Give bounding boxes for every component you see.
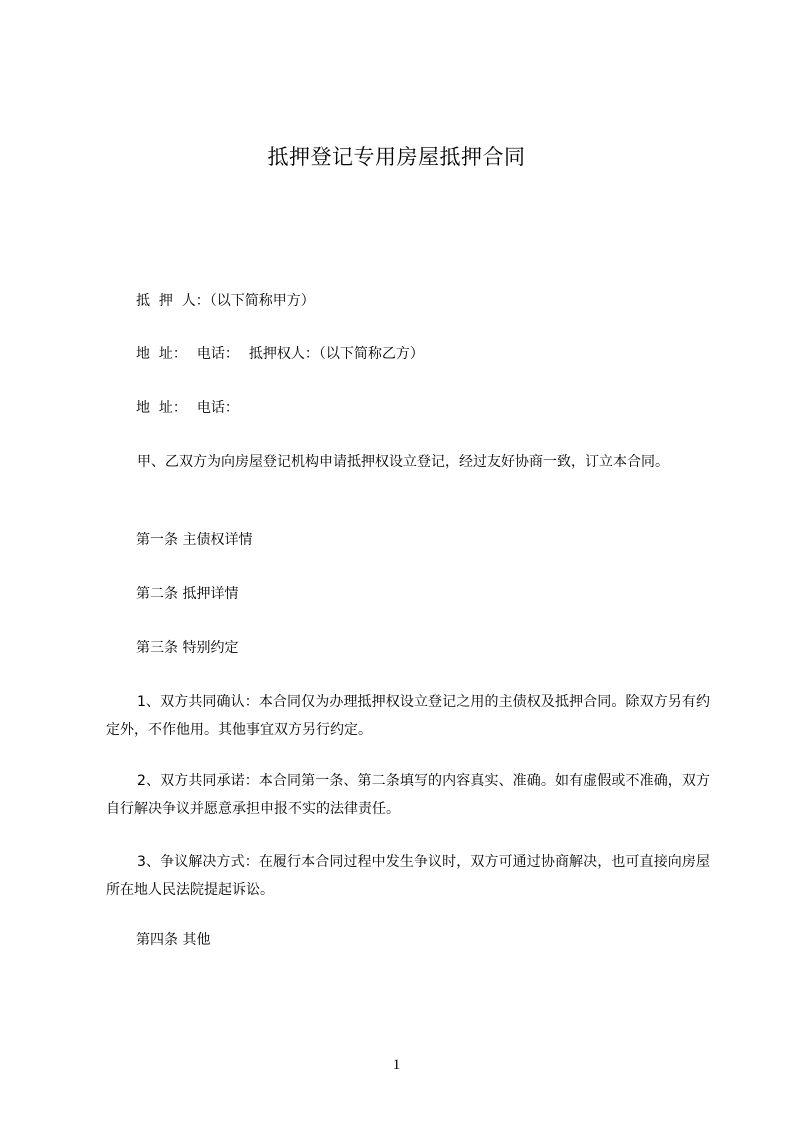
mortgagor-line — [136, 291, 315, 311]
article-1-number: 第一条 — [136, 532, 178, 548]
clause-2-paragraph: 2、双方共同承诺：本合同第一条、第二条填写的内容真实、准确。如有虚假或不准确，双方自行解决争议并愿意承担申报不实的法律责任。 — [106, 773, 710, 817]
article-3-heading — [136, 638, 238, 658]
mortgagor-text: 抵 押 人：（以下简称甲方） — [136, 293, 315, 309]
phone-label-2: 电话： — [196, 400, 239, 416]
article-2-number: 第二条 — [136, 586, 178, 602]
phone-label: 电话： — [196, 346, 239, 362]
article-1-heading — [136, 530, 252, 550]
address-phone-line — [136, 398, 239, 418]
article-4-heading — [136, 930, 210, 950]
article-2-title: 抵押详情 — [182, 586, 239, 602]
article-3-number: 第三条 — [136, 640, 178, 656]
page-number: 1 — [392, 1057, 401, 1073]
mortgagee-text: 抵押权人：（以下简称乙方） — [248, 346, 424, 362]
clause-1-paragraph: 1、双方共同确认：本合同仅为办理抵押权设立登记之用的主债权及抵押合同。除双方另有约定外，不作他用。其他事宜双方另行约定。 — [106, 694, 710, 738]
document-title: 抵押登记专用房屋抵押合同 — [267, 145, 526, 169]
clause-3-paragraph: 3、争议解决方式：在履行本合同过程中发生争议时，双方可通过协商解决，也可直接向房屋所在地人民法院提起诉讼。 — [106, 854, 710, 898]
article-1-title: 主债权详情 — [182, 532, 253, 548]
address-label-2: 地 址： — [136, 400, 187, 416]
article-4-title: 其他 — [182, 932, 211, 948]
intro-paragraph: 甲、乙双方为向房屋登记机构申请抵押权设立登记，经过友好协商一致，订立本合同。 — [137, 454, 669, 470]
address-label: 地 址： — [136, 346, 187, 362]
article-3-title: 特别约定 — [182, 640, 239, 656]
article-4-number: 第四条 — [136, 932, 178, 948]
article-2-heading — [136, 584, 238, 604]
address-phone-mortgagee-line — [136, 344, 424, 364]
